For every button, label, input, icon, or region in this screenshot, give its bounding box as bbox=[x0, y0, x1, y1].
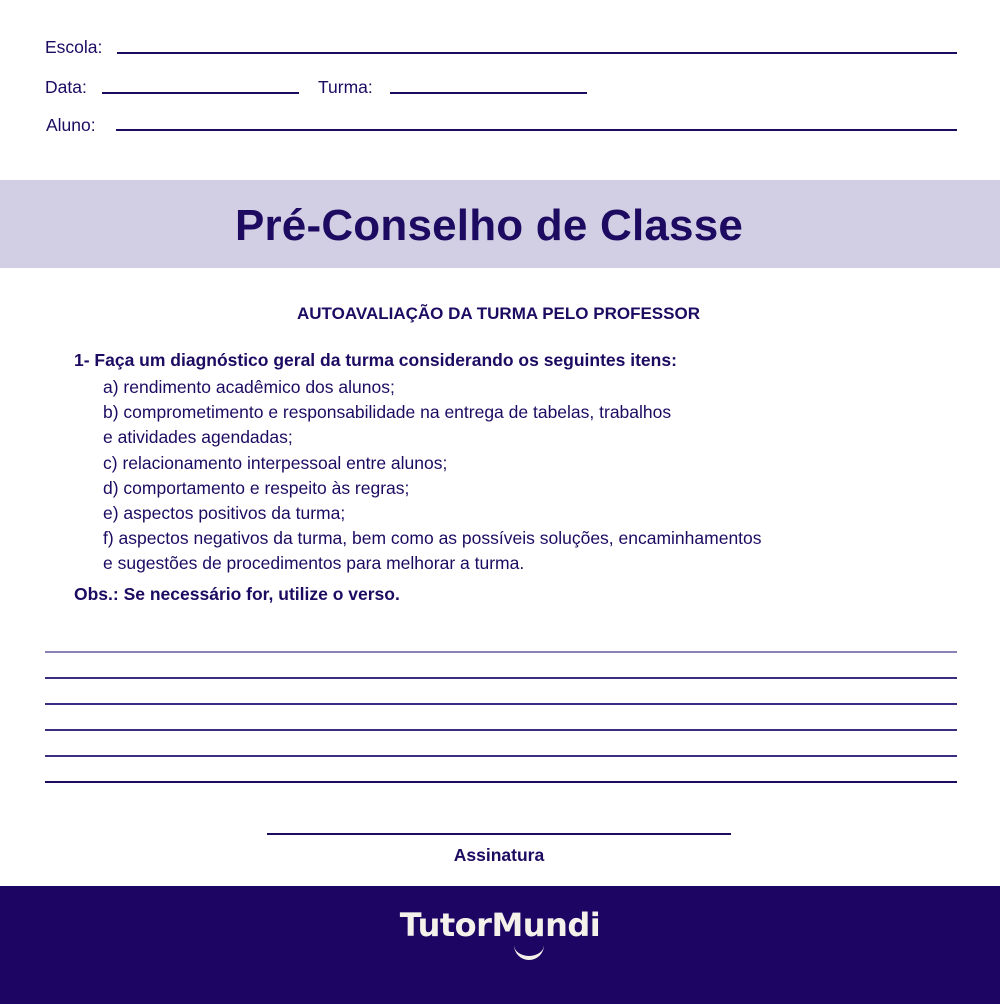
class-label: Turma: bbox=[318, 77, 373, 97]
signature-label: Assinatura bbox=[453, 845, 545, 865]
date-input-line[interactable] bbox=[102, 92, 299, 94]
answer-line[interactable] bbox=[45, 755, 957, 757]
footer bbox=[0, 886, 1000, 1004]
answer-line[interactable] bbox=[45, 677, 957, 679]
logo-smile-icon bbox=[514, 944, 544, 960]
list-item: e atividades agendadas; bbox=[103, 427, 293, 448]
class-input-line[interactable] bbox=[390, 92, 587, 94]
date-label: Data: bbox=[45, 77, 87, 97]
answer-line[interactable] bbox=[45, 729, 957, 731]
answer-line[interactable] bbox=[45, 703, 957, 705]
signature-line[interactable] bbox=[267, 833, 731, 835]
answer-line[interactable] bbox=[45, 781, 957, 783]
item-list bbox=[103, 375, 762, 577]
list-item: b) comprometimento e responsabilidade na entrega de tabelas, trabalhos bbox=[103, 402, 672, 423]
list-item: e sugestões de procedimentos para melhorar a turma. bbox=[103, 553, 525, 574]
brand-logo: TutorMundi bbox=[399, 906, 601, 944]
list-item: f) aspectos negativos da turma, bem como as possíveis soluções, encaminhamentos bbox=[103, 528, 762, 549]
list-item: e) aspectos positivos da turma; bbox=[103, 503, 346, 524]
section-subtitle: AUTOAVALIAÇÃO DA TURMA PELO PROFESSOR bbox=[297, 304, 700, 323]
student-label: Aluno: bbox=[46, 115, 96, 135]
title-band bbox=[0, 180, 1000, 268]
list-item: d) comportamento e respeito às regras; bbox=[103, 477, 410, 498]
list-item: a) rendimento acadêmico dos alunos; bbox=[103, 377, 395, 397]
observation-note: Obs.: Se necessário for, utilize o verso. bbox=[74, 584, 400, 604]
school-input-line[interactable] bbox=[117, 52, 957, 54]
answer-line[interactable] bbox=[45, 651, 957, 653]
school-label: Escola: bbox=[45, 37, 103, 57]
page-title: Pré-Conselho de Classe bbox=[234, 201, 744, 250]
student-input-line[interactable] bbox=[116, 129, 957, 131]
list-item: c) relacionamento interpessoal entre alunos; bbox=[103, 452, 448, 473]
question-heading: 1- Faça um diagnóstico geral da turma considerando os seguintes itens: bbox=[74, 350, 677, 370]
